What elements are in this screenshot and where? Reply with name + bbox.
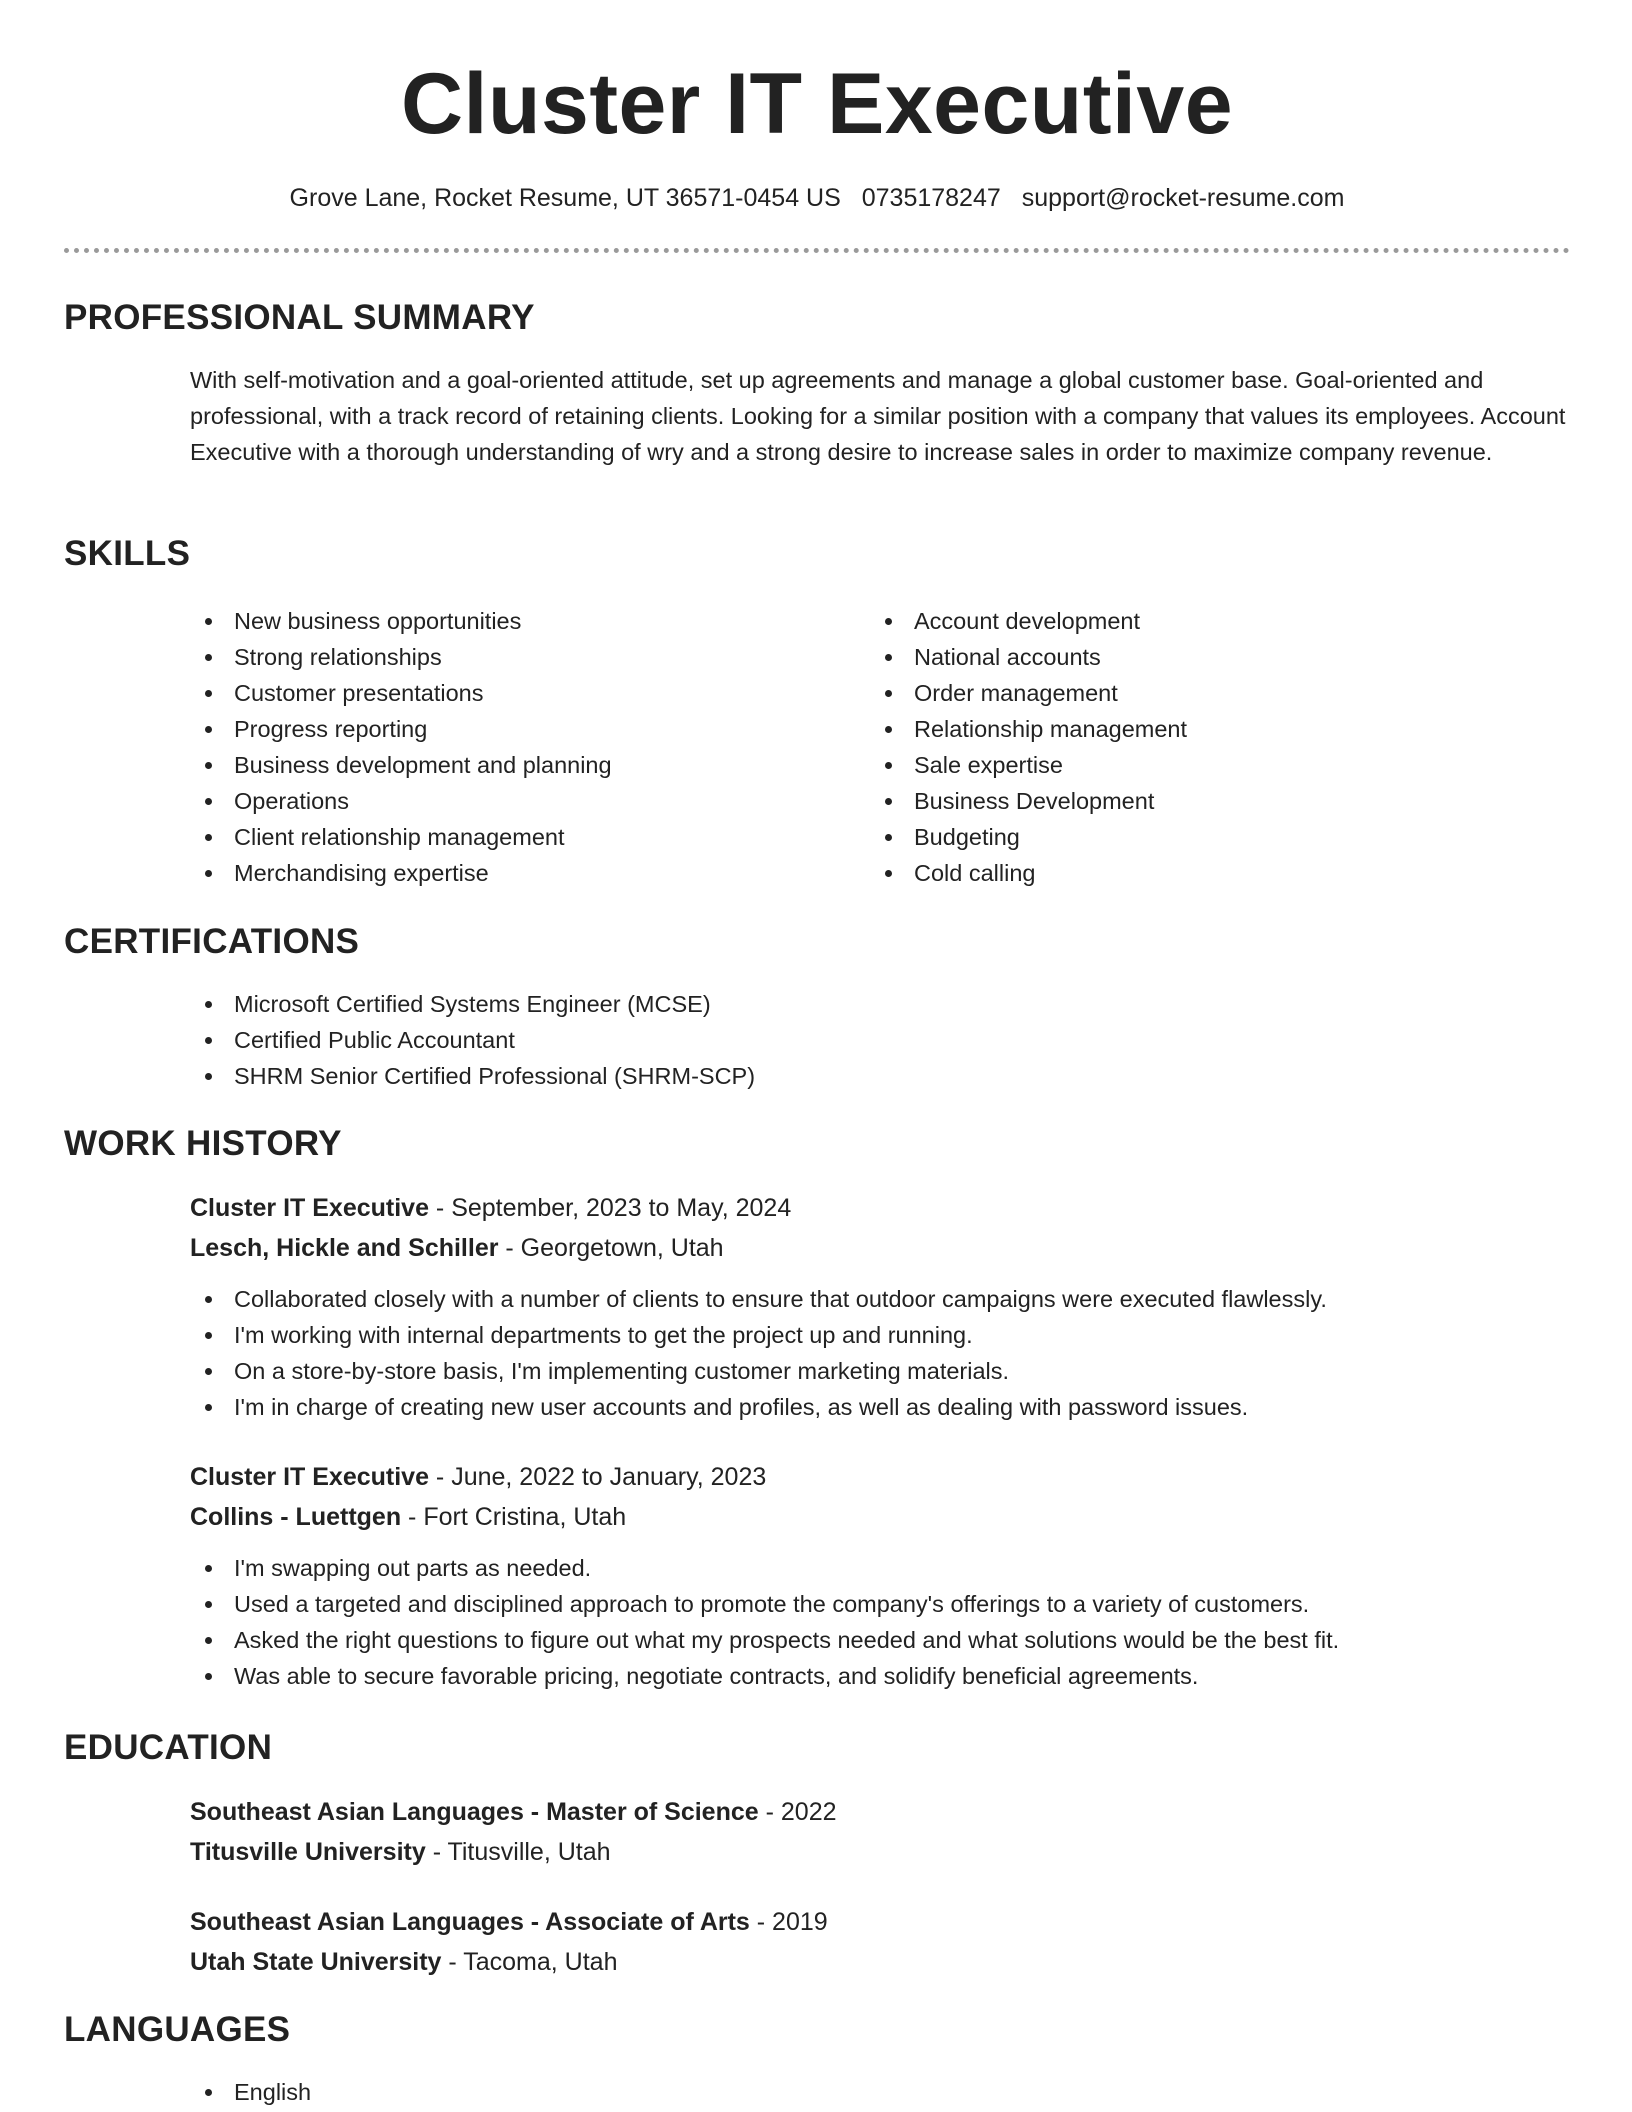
education-location: - Titusville, Utah [425,1838,611,1866]
job-duty: I'm swapping out parts as needed. [190,1550,1570,1586]
skill-item: Account development [870,603,1550,639]
section-title-skills: SKILLS [64,534,191,573]
contact-line [64,180,1570,216]
skill-item: Budgeting [870,819,1550,855]
job-duty: I'm working with internal departments to get the project up and running. [190,1317,1570,1353]
job-company-line [190,1497,1570,1537]
education-year: - 2019 [749,1908,828,1936]
section-title-work-history: WORK HISTORY [64,1124,342,1163]
contact-address: Grove Lane, Rocket Resume, UT 36571-0454 US [289,184,841,212]
job-location: - Fort Cristina, Utah [401,1503,627,1531]
resume-page [64,0,1570,2105]
education-school-line [190,1832,1570,1872]
certifications-block [190,986,1570,1094]
certification-item: SHRM Senior Certified Professional (SHRM-SCP) [190,1058,1570,1094]
certification-item: Certified Public Accountant [190,1022,1570,1058]
education-school-line [190,1942,1570,1982]
job-title-line [190,1188,1570,1228]
skills-column-left [190,603,870,891]
certification-item: Microsoft Certified Systems Engineer (MCSE) [190,986,1570,1022]
job-dates: - September, 2023 to May, 2024 [428,1194,792,1222]
section-title-certifications: CERTIFICATIONS [64,922,360,961]
skills-list-left [190,603,870,891]
skill-item: Operations [190,783,870,819]
skill-item: Client relationship management [190,819,870,855]
job-role: Cluster IT Executive [190,1463,429,1491]
education-location: - Tacoma, Utah [441,1948,618,1976]
education-entry [190,1792,1570,1872]
job-company: Collins - Luettgen [190,1503,402,1531]
education-degree: Southeast Asian Languages - Master of Science [190,1798,759,1826]
job-duty: Used a targeted and disciplined approach to promote the company's offerings to a variety of customers. [190,1586,1570,1622]
education-school: Utah State University [190,1948,442,1976]
summary-text: With self-motivation and a goal-oriented attitude, set up agreements and manage a global customer base. Goal-oriented and professional, with a track record of retaining clients. Looking for a similar position with a company that values its employees. Account Executive with a thorough understanding of wry and a strong desire to increase sales in order to maximize company revenue. [190,367,1566,465]
job-company: Lesch, Hickle and Schiller [190,1234,499,1262]
skill-item: Business development and planning [190,747,870,783]
candidate-name: Cluster IT Executive [400,56,1234,152]
skills-column-right [870,603,1550,891]
section-title-education: EDUCATION [64,1728,273,1767]
section-title-languages: LANGUAGES [64,2010,291,2049]
job-duty: On a store-by-store basis, I'm implementing customer marketing materials. [190,1353,1570,1389]
section-title-summary: PROFESSIONAL SUMMARY [64,298,535,337]
skill-item: National accounts [870,639,1550,675]
education-degree-line [190,1792,1570,1832]
job-duty: I'm in charge of creating new user accounts and profiles, as well as dealing with password issues. [190,1389,1570,1425]
language-item: English [190,2074,1570,2110]
skill-item: New business opportunities [190,603,870,639]
job-role: Cluster IT Executive [190,1194,429,1222]
education-school: Titusville University [190,1838,426,1866]
languages-list [190,2074,1570,2110]
skill-item: Sale expertise [870,747,1550,783]
job-duty: Collaborated closely with a number of clients to ensure that outdoor campaigns were executed flawlessly. [190,1281,1570,1317]
skills-list-right [870,603,1550,891]
languages-block [190,2074,1570,2110]
contact-email[interactable]: support@rocket-resume.com [1021,184,1345,212]
skill-item: Progress reporting [190,711,870,747]
certifications-list [190,986,1570,1094]
skill-item: Relationship management [870,711,1550,747]
skill-item: Cold calling [870,855,1550,891]
summary-block [190,362,1570,470]
job-company-line [190,1228,1570,1268]
education-degree-line [190,1902,1570,1942]
education-year: - 2022 [758,1798,837,1826]
job-entry [190,1188,1570,1425]
job-entry [190,1457,1570,1694]
skill-item: Customer presentations [190,675,870,711]
skill-item: Merchandising expertise [190,855,870,891]
job-dates: - June, 2022 to January, 2023 [428,1463,767,1491]
job-title-line [190,1457,1570,1497]
education-entry [190,1902,1570,1982]
contact-phone: 0735178247 [861,184,1001,212]
job-duties-list [190,1281,1570,1425]
skill-item: Order management [870,675,1550,711]
header-divider [64,248,1570,253]
job-location: - Georgetown, Utah [498,1234,724,1262]
skill-item: Strong relationships [190,639,870,675]
education-degree: Southeast Asian Languages - Associate of Arts [190,1908,750,1936]
job-duties-list [190,1550,1570,1694]
job-duty: Was able to secure favorable pricing, negotiate contracts, and solidify beneficial agreements. [190,1658,1570,1694]
skill-item: Business Development [870,783,1550,819]
job-duty: Asked the right questions to figure out what my prospects needed and what solutions would be the best fit. [190,1622,1570,1658]
